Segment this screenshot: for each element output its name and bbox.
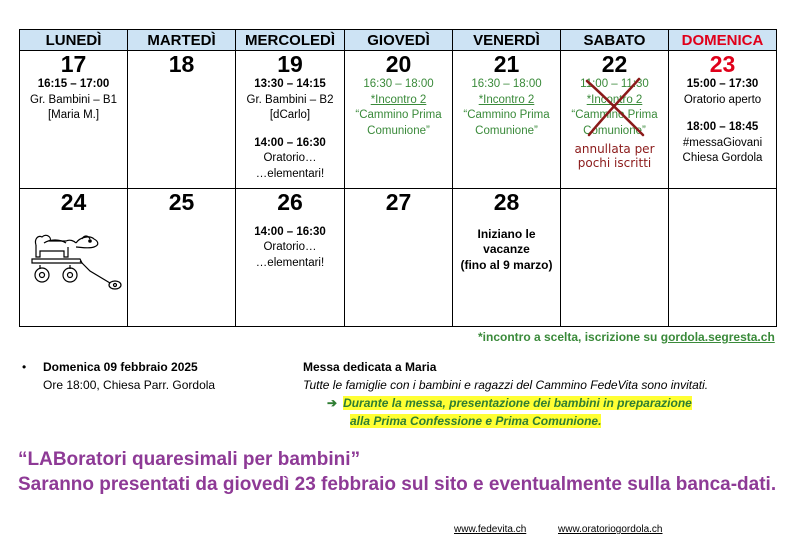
event-line: *Incontro 2 bbox=[586, 93, 643, 106]
event-line: Comunione” bbox=[367, 124, 430, 137]
header-tuesday: MARTEDÌ bbox=[128, 30, 236, 51]
calendar-table bbox=[19, 29, 777, 327]
event-line: Comunione” bbox=[583, 124, 646, 137]
day-cell-17 bbox=[20, 51, 128, 188]
day-number: 23 bbox=[709, 51, 736, 78]
link-oratorio[interactable]: www.oratoriogordola.ch bbox=[558, 524, 663, 535]
day-cell-21 bbox=[453, 51, 561, 188]
event bbox=[345, 77, 452, 139]
event-time: 16:30 – 18:00 bbox=[363, 78, 434, 91]
event-time: 15:00 – 17:30 bbox=[686, 78, 759, 91]
lab-subtitle: Saranno presentati da giovedì 23 febbraio sul sito e eventualmente sulla banca-dati. bbox=[18, 474, 777, 495]
day-cell-22 bbox=[561, 51, 669, 188]
day-cell-26 bbox=[236, 188, 345, 326]
calendar-header-row bbox=[20, 30, 777, 51]
footnote bbox=[478, 330, 775, 344]
event-time: 11:00 – 11:30 bbox=[580, 78, 649, 91]
notice-date: Domenica 09 febbraio 2025 bbox=[43, 360, 198, 374]
day-cell-28 bbox=[453, 188, 561, 326]
day-cell-19 bbox=[236, 51, 345, 188]
day-cell-empty bbox=[669, 188, 777, 326]
notice-highlight bbox=[327, 394, 692, 430]
day-number: 27 bbox=[385, 188, 412, 215]
event bbox=[20, 77, 127, 124]
footnote-link[interactable]: gordola.segresta.ch bbox=[660, 330, 775, 344]
day-cell-20 bbox=[345, 51, 453, 188]
event-line: vacanze bbox=[483, 242, 530, 257]
event-line: *Incontro 2 bbox=[478, 93, 535, 106]
footnote-text: *incontro a scelta, iscrizione su bbox=[478, 330, 661, 344]
day-cell-empty bbox=[561, 188, 669, 326]
day-cell-23 bbox=[669, 51, 777, 188]
event-time: 18:00 – 18:45 bbox=[686, 121, 759, 134]
header-wednesday: MERCOLEDÌ bbox=[236, 30, 345, 51]
event-line: Iniziano le bbox=[477, 226, 536, 241]
event-line: [Maria M.] bbox=[47, 109, 100, 122]
cancel-note-line: pochi iscritti bbox=[577, 156, 652, 171]
notice-date-block bbox=[43, 358, 215, 394]
day-number: 17 bbox=[60, 51, 87, 78]
event-line: …elementari! bbox=[255, 256, 325, 269]
highlight-line-2: alla Prima Confessione e Prima Comunione. bbox=[350, 414, 602, 428]
event-line: [dCarlo] bbox=[269, 109, 311, 122]
event-line: “Cammino Prima bbox=[463, 109, 550, 122]
event-line: Oratorio… bbox=[263, 152, 317, 165]
day-cell-24 bbox=[20, 188, 128, 326]
bullet: • bbox=[22, 360, 27, 374]
lab-title: “LABoratori quaresimali per bambini” bbox=[18, 449, 361, 470]
notice-desc: Tutte le famiglie con i bambini e ragazzi del Cammino FedeVita sono invitati. bbox=[303, 378, 709, 392]
event-line: (fino al 9 marzo) bbox=[460, 257, 553, 272]
day-number: 22 bbox=[601, 51, 628, 78]
highlight-line-1: Durante la messa, presentazione dei bambini in preparazione bbox=[343, 396, 692, 410]
event-line: “Cammino Prima bbox=[355, 109, 442, 122]
cancel-note bbox=[561, 142, 668, 170]
day-number: 21 bbox=[493, 51, 520, 78]
event-line: Chiesa Gordola bbox=[682, 152, 763, 165]
event-line: Oratorio aperto bbox=[683, 93, 762, 106]
event bbox=[236, 225, 344, 272]
event-time: 16:15 – 17:00 bbox=[37, 78, 110, 91]
day-number: 24 bbox=[60, 188, 87, 215]
event-line: Comunione” bbox=[475, 124, 538, 137]
arrow-right-icon: ➔ bbox=[327, 396, 338, 410]
event-line: “Cammino Prima bbox=[571, 109, 658, 122]
notice-place: Ore 18:00, Chiesa Parr. Gordola bbox=[43, 378, 216, 392]
header-thursday: GIOVEDÌ bbox=[345, 30, 453, 51]
event-time: 14:00 – 16:30 bbox=[254, 136, 326, 149]
calendar-week-1 bbox=[20, 51, 777, 188]
event-time: 13:30 – 14:15 bbox=[254, 78, 326, 91]
header-sunday: DOMENICA bbox=[669, 30, 777, 51]
event-line: …elementari! bbox=[255, 167, 325, 180]
link-fedevita[interactable]: www.fedevita.ch bbox=[454, 524, 527, 535]
day-cell-27 bbox=[345, 188, 453, 326]
event bbox=[236, 77, 344, 182]
event bbox=[453, 227, 560, 274]
day-number: 28 bbox=[493, 188, 520, 215]
day-number: 20 bbox=[385, 51, 412, 78]
day-number: 25 bbox=[168, 188, 195, 215]
day-number: 26 bbox=[277, 188, 303, 215]
header-monday: LUNEDÌ bbox=[20, 30, 128, 51]
event-time: 14:00 – 16:30 bbox=[254, 225, 326, 238]
event-line: #messaGiovani bbox=[682, 136, 763, 149]
header-saturday: SABATO bbox=[561, 30, 669, 51]
event-line: Gr. Bambini – B2 bbox=[246, 93, 334, 106]
cancel-cross-icon bbox=[581, 75, 649, 141]
day-cell-18 bbox=[128, 51, 236, 188]
day-number: 18 bbox=[168, 51, 195, 78]
dog-drawing-icon bbox=[20, 225, 128, 305]
day-cell-25 bbox=[128, 188, 236, 326]
event-line: Oratorio… bbox=[263, 241, 317, 254]
calendar-week-2 bbox=[20, 188, 777, 326]
notice-desc-block bbox=[303, 358, 708, 394]
event-time: 16:30 – 18:00 bbox=[471, 78, 542, 91]
event bbox=[453, 77, 560, 139]
event-line: Gr. Bambini – B1 bbox=[30, 93, 117, 106]
cancel-note-line: annullata per bbox=[574, 142, 655, 157]
event-line: *Incontro 2 bbox=[370, 93, 427, 106]
notice-title: Messa dedicata a Maria bbox=[303, 360, 437, 374]
day-number: 19 bbox=[277, 51, 303, 78]
event bbox=[669, 77, 776, 167]
header-friday: VENERDÌ bbox=[453, 30, 561, 51]
